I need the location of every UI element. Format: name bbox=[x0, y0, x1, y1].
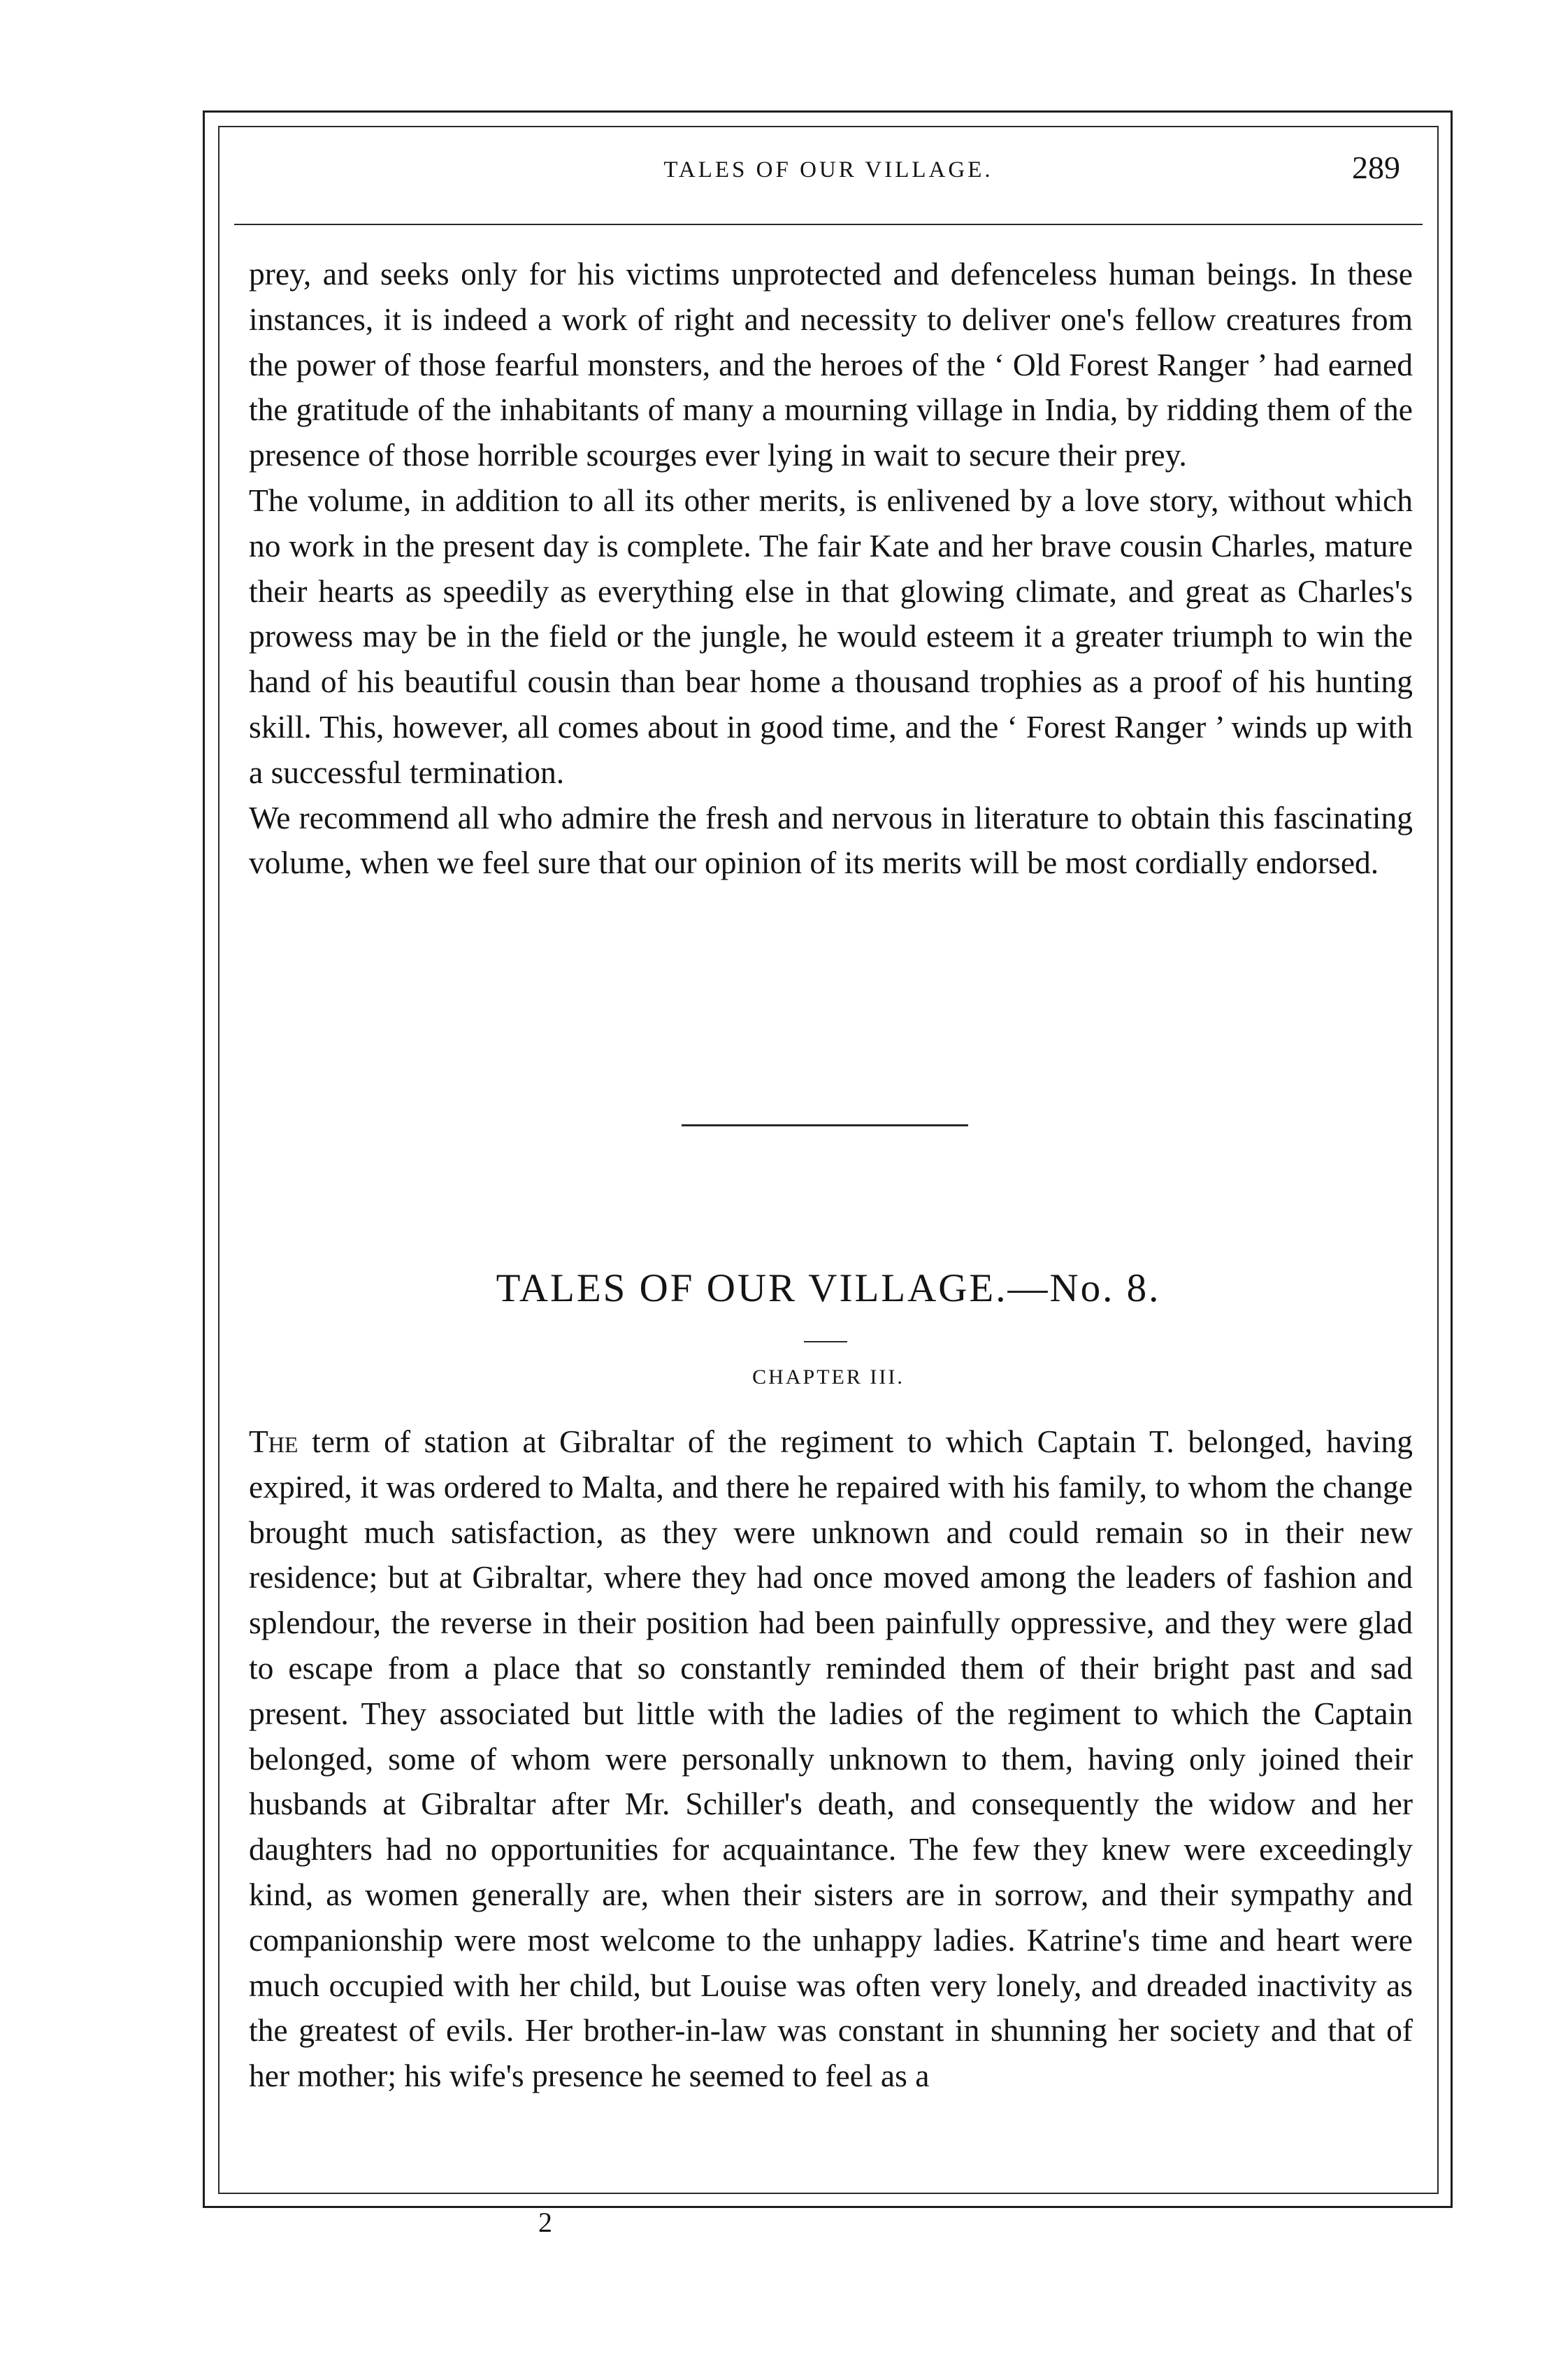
chapter-paragraph bbox=[249, 1419, 1413, 2099]
review-paragraph: prey, and seeks only for his victims unprotected and defenceless human beings. In these instances, it is indeed a work of right and necessity to deliver one's fellow creatures from the power of those fearful monsters, and the heroes of the ‘ Old Forest Ranger ’ had earned the gratitude of the inhabitants of many a mourning village in India, by ridding them of the presence of those horrible scourges ever lying in wait to secure their prey. bbox=[249, 256, 1413, 473]
review-paragraph: We recommend all who admire the fresh and nervous in literature to obtain this fascinating volume, when we feel sure that our opinion of its merits will be most cordially endorsed. bbox=[249, 799, 1413, 881]
opening-word: The bbox=[249, 1424, 298, 1459]
chapter-number: CHAPTER III. bbox=[752, 1365, 905, 1389]
running-title: TALES OF OUR VILLAGE. bbox=[663, 157, 993, 182]
header-rule bbox=[234, 224, 1423, 225]
section-separator bbox=[682, 1124, 968, 1126]
review-paragraph: The volume, in addition to all its other merits, is enlivened by a love story, without which no work in the present day is complete. The fair Kate and her brave cousin Charles, mature their hearts as speedily as everything else in that glowing climate, and great as Charles's prowess may be in the field or the jungle, he would esteem it a greater triumph to win the hand of his beautiful cousin than bear home a thousand trophies as a proof of his hunting skill. This, however, all comes about in good time, and the ‘ Forest Ranger ’ winds up with a successful termination. bbox=[249, 482, 1413, 790]
heading-short-rule bbox=[804, 1341, 847, 1342]
chapter-paragraph-text: term of station at Gibraltar of the regiment to which Captain T. belonged, having expired, it was ordered to Malta, and there he repaired with his family, to whom the change brought much satisfaction, as they were unknown and could remain so in their new residence; but at Gibraltar, where they had once moved among the leaders of fashion and splendour, the reverse in their position had been painfully oppressive, and they were glad to escape from a place that so constantly reminded them of their bright past and sad present. They associated but little with the ladies of the regiment to which the Captain belonged, some of whom were personally unknown to them, having only joined their husbands at Gibraltar after Mr. Schiller's death, and consequently the widow and her daughters had no opportunities for acquaintance. The few they knew were exceedingly kind, as women generally are, when their sisters are in sorrow, and their sympathy and companionship were most welcome to the unhappy ladies. Katrine's time and heart were much occupied with her child, but Louise was often very lonely, and dreaded inactivity as the greatest of evils. Her brother-in-law was constant in shunning her society and that of her mother; his wife's presence he seemed to feel as a bbox=[249, 1424, 1413, 2094]
chapter-heading: TALES OF OUR VILLAGE.—No. 8. bbox=[496, 1266, 1161, 1310]
review-text bbox=[249, 252, 1413, 886]
signature-mark: 2 bbox=[538, 2207, 552, 2238]
page-number: 289 bbox=[1352, 150, 1400, 185]
running-head bbox=[218, 143, 1439, 199]
chapter-text bbox=[249, 1419, 1413, 2099]
